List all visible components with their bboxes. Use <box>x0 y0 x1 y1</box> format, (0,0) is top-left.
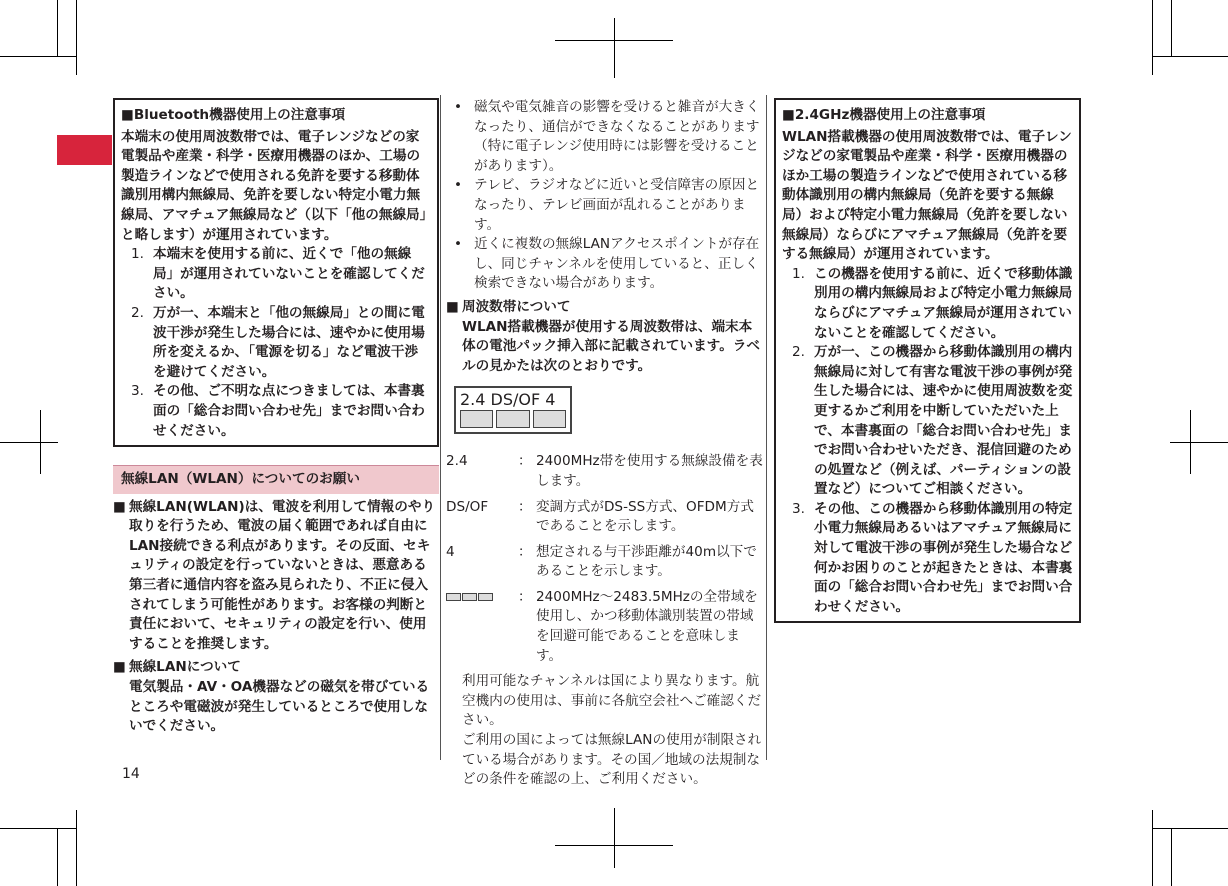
ghz-notice-box <box>774 98 1081 623</box>
bullet-item: • 磁気や電気雑音の影響を受けると雑音が大きくなったり、通信ができなくなることがあります（特に電子レンジ使用時には影響を受けることがあります）。 <box>454 99 760 174</box>
restriction-note: ご利用の国によっては無線LANの使用が制限されている場合があります。その国／地域の法規制などの条件を確認の上、ご利用ください。 <box>462 732 762 788</box>
column-divider <box>766 95 767 760</box>
list-item: 2. 万が一、この機器から移動体識別用の構内無線局に対して有害な電波干渉の事例が発生した場合には、速やかに使用周波数を変更するかご利用を中断していただいた上で、本書裏面の「総合お問い合わせ先」までお問い合わせいただき、混信回避のための処置など（例えば、パーティションの設置など）についてご相談ください。 <box>792 344 1073 498</box>
wlan-about-section: ■ 無線LANについて 電気製品・AV・OA機器などの磁気を帯びているところや電磁波が発生しているところで使用しないでください。 <box>113 659 430 735</box>
bullet-item: • 近くに複数の無線LANアクセスポイントが存在し、同じチャンネルを使用していると、正しく検索できない場合があります。 <box>454 236 760 292</box>
wlan-heading: 無線LAN（WLAN）についてのお願い <box>113 465 439 494</box>
bluetooth-body: 本端末の使用周波数帯では、電子レンジなどの家電製品や産業・科学・医療用機器のほか、工場の製造ラインなどで使用される免許を要する移動体識別用構内無線局、免許を要しない特定小電力無線局、アマチュア無線局など（以下「他の無線局」と略します）が運用されています。 <box>121 128 427 243</box>
definition-row: 4 ： 想定される与干渉距離が40m以下であることを示します。 <box>446 543 757 580</box>
list-item: 3. その他、ご不明な点につきましては、本書裏面の「総合お問い合わせ先」までお問い合わせください。 <box>131 383 425 439</box>
frequency-label-image: 2.4 DS/OF 4 <box>454 386 572 434</box>
band-bar-icon <box>446 593 493 601</box>
bullet-item: • テレビ、ラジオなどに近いと受信障害の原因となったり、テレビ画面が乱れることがあります。 <box>454 177 760 233</box>
page-number: 14 <box>122 766 140 782</box>
definition-row: 2.4 ： 2400MHz帯を使用する無線設備を表します。 <box>446 453 763 489</box>
bluetooth-title: ■Bluetooth機器使用上の注意事項 <box>121 107 346 123</box>
wlan-security-section: ■ 無線LAN(WLAN)は、電波を利用して情報のやり取りを行うため、電波の届く範囲であれば自由にLAN接続できる利点があります。その反面、セキュリティの設定を行っていないときは、悪意ある第三者に通信内容を盗み見られたり、不正に侵入されてしまう可能性があります。お客様の判断と責任において、セキュリティの設定を行い、使用することを推奨します。 <box>113 498 436 652</box>
definition-row: DS/OF ： 変調方式がDS-SS方式、OFDM方式であることを示します。 <box>446 498 754 535</box>
column-1 <box>113 98 439 737</box>
frequency-section: ■ 周波数帯について WLAN搭載機器が使用する周波数帯は、端末本体の電池パック挿入部に記載されています。ラベルの見かたは次のとおりです。 <box>446 298 760 374</box>
list-item: 2. 万が一、本端末と「他の無線局」との間に電波干渉が発生した場合には、速やかに使用場所を変えるか、「電源を切る」など電波干渉を避けてください。 <box>131 304 425 380</box>
bluetooth-notice-box <box>113 98 439 447</box>
list-item: 1. この機器を使用する前に、近くで移動体識別用の構内無線局および特定小電力無線局ならびにアマチュア無線局が運用されていないことを確認してください。 <box>792 265 1073 341</box>
list-item: 1. 本端末を使用する前に、近くで「他の無線局」が運用されていないことを確認してください。 <box>131 246 425 302</box>
definition-row: ： 2400MHz～2483.5MHzの全帯域を使用し、かつ移動体識別装置の帯域を回避可能であることを意味します。 <box>446 588 764 666</box>
ghz-title: ■2.4GHz機器使用上の注意事項 <box>782 107 986 123</box>
column-3 <box>774 98 1081 623</box>
column-divider <box>440 95 441 760</box>
list-item: 3. その他、この機器から移動体識別用の特定小電力無線局あるいはアマチュア無線局に対して電波干渉の事例が発生した場合など何かお困りのことが起きたときは、本書裏面の「総合お問い合わせ先」までお問い合わせください。 <box>792 500 1073 615</box>
column-2 <box>446 98 764 790</box>
ghz-body: WLAN搭載機器の使用周波数帯では、電子レンジなどの家電製品や産業・科学・医療用機器のほか工場の製造ラインなどで使用されている移動体識別用の構内無線局（免許を要する無線局）および特定小電力無線局（免許を要しない無線局）ならびにアマチュア無線局（免許を要する無線局）が運用されています。 <box>782 128 1072 263</box>
chapter-tab <box>57 135 112 165</box>
channel-note: 利用可能なチャンネルは国により異なります。航空機内の使用は、事前に各航空会社へご確認ください。 <box>462 673 762 729</box>
